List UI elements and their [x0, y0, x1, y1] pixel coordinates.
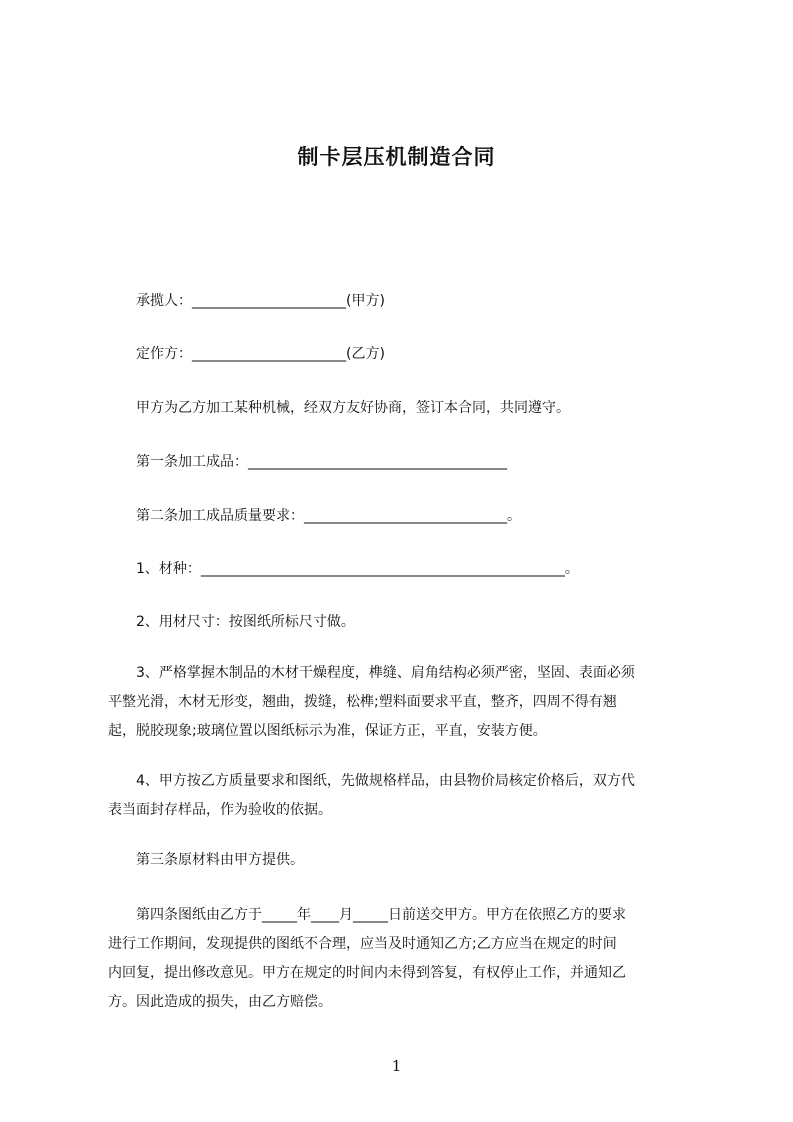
intro-paragraph: 甲方为乙方加工某种机械，经双方友好协商，签订本合同，共同遵守。	[136, 400, 570, 416]
article-1: 第一条加工成品：_____________________________________	[136, 454, 507, 470]
article-3: 第三条原材料由甲方提供。	[136, 852, 304, 868]
item-3-line: 3、严格掌握木制品的木材干燥程度，榫缝、肩角结构必须严密，坚固、表面必须	[136, 665, 635, 681]
item-3-line: 平整光滑，木材无形变，翘曲，拨缝，松榫;塑料面要求平直，整齐，四周不得有翘	[108, 694, 617, 710]
article-4-line: 进行工作期间，发现提供的图纸不合理，应当及时通知乙方;乙方应当在规定的时间	[108, 936, 617, 952]
item-4-line: 4、甲方按乙方质量要求和图纸，先做规格样品，由县物价局核定价格后，双方代	[136, 773, 635, 789]
article-4-line: 内回复，提出修改意见。甲方在规定的时间内未得到答复，有权停止工作，并通知乙	[108, 965, 626, 981]
article-4-paragraph	[108, 901, 626, 1017]
item-3-paragraph	[108, 659, 635, 746]
item-1-material: 1、材种：____________________________________________________。	[136, 561, 579, 577]
item-2-size: 2、用材尺寸：按图纸所标尺寸做。	[136, 614, 355, 630]
page-number: 1	[391, 1057, 402, 1075]
item-4-paragraph	[108, 767, 635, 825]
item-4-line: 表当面封存样品，作为验收的依据。	[108, 802, 332, 818]
contractor-line: 承揽人：______________________(甲方)	[136, 293, 385, 309]
article-4-line: 第四条图纸由乙方于_____年____月_____日前送交甲方。甲方在依照乙方的要求	[136, 907, 626, 923]
article-4-line: 方。因此造成的损失，由乙方赔偿。	[108, 994, 332, 1010]
client-line: 定作方：______________________(乙方)	[136, 346, 385, 362]
article-2: 第二条加工成品质量要求：_____________________________。	[136, 508, 521, 524]
item-3-line: 起，脱胶现象;玻璃位置以图纸标示为准，保证方正，平直，安装方便。	[108, 723, 547, 739]
document-title: 制卡层压机制造合同	[297, 145, 496, 169]
